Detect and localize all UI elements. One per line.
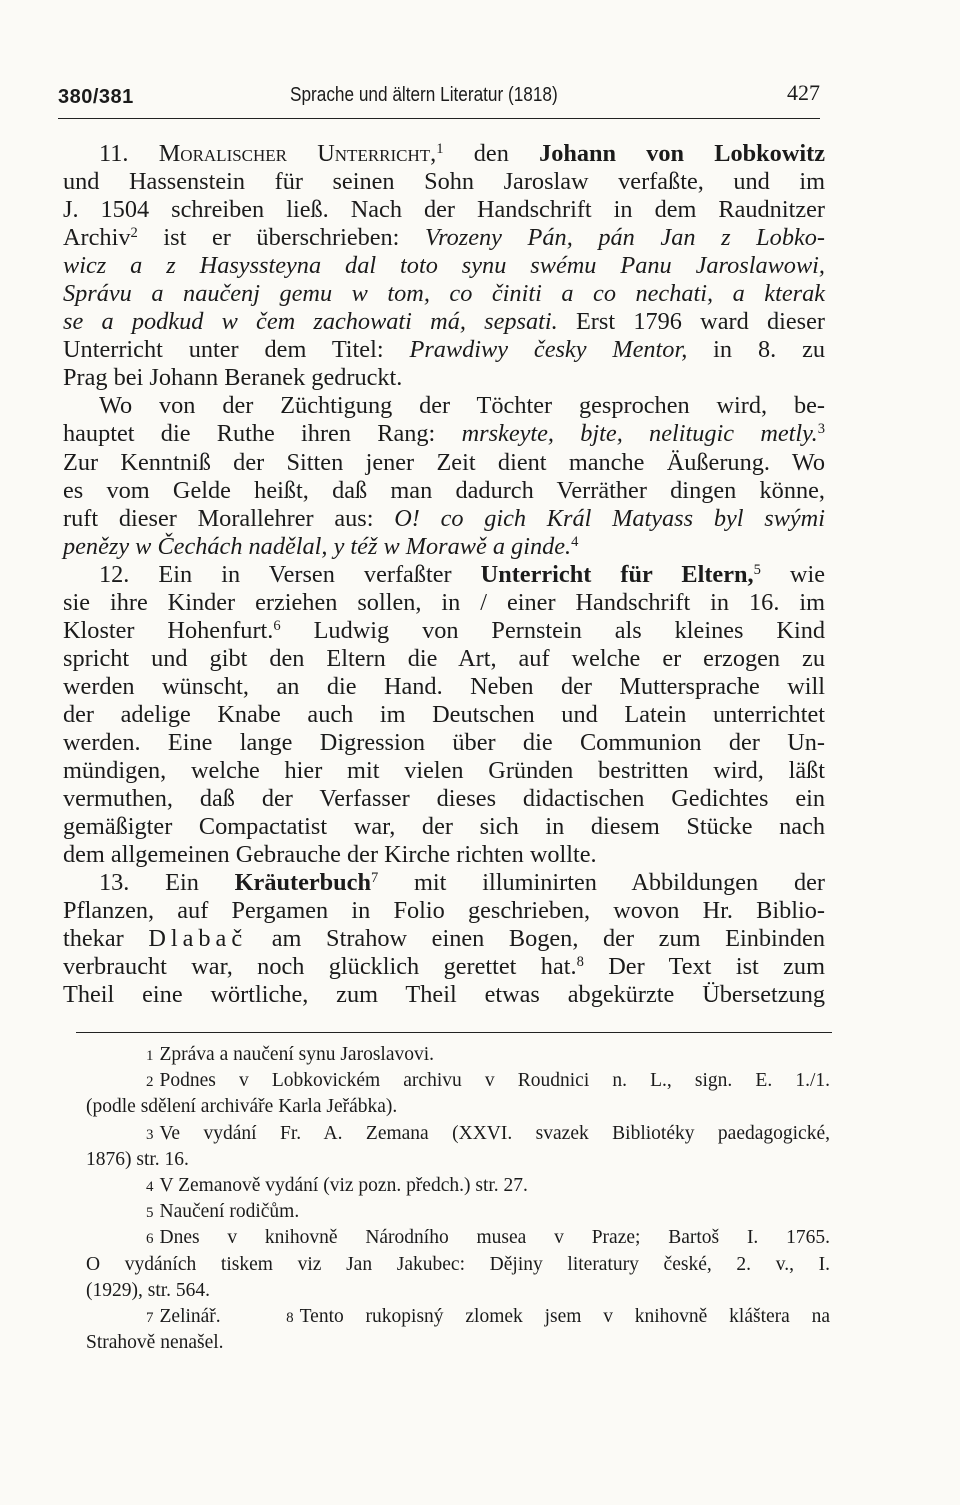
- footnote-ref: 4: [571, 533, 579, 550]
- text-line: mündigen, welche hier mit vielen Gründen bestritten wird, läßt: [63, 757, 825, 785]
- text-line: Theil eine wörtliche, zum Theil etwas abgekürzte Übersetzung: [63, 981, 825, 1009]
- text-line: wicz a z Hasyssteyna dal toto synu swému Panu Jaroslawowi,: [63, 252, 825, 280]
- text-line: penězy w Čechách nadělal, y též w Morawě a ginde.$^4$: [63, 532, 579, 560]
- text-line: thekar Dlabač am Strahow einen Bogen, der zum Einbinden: [63, 925, 825, 953]
- footnote-ref: 6: [273, 617, 281, 634]
- footnote-continuation: (podle sdělení archiváře Karla Jeřábka).: [86, 1096, 398, 1118]
- text-line: Wo von der Züchtigung der Töchter gesprochen wird, be-: [99, 392, 825, 420]
- text-line: ruft dieser Morallehrer aus: O! co gich Král Matyass byl swými: [63, 504, 825, 532]
- page-header: [58, 72, 820, 119]
- text-line: verbraucht war, noch glücklich gerettet hat.$^8$ Der Text ist zum: [63, 953, 825, 981]
- footnote-ref: 8: [576, 954, 584, 971]
- text-line: Archiv$^2$ ist er überschrieben: Vrozeny Pán, pán Jan z Lobko-: [63, 224, 825, 252]
- footnote-ref: 7: [370, 870, 379, 887]
- text-line: 11. Moralischer Unterricht,$^1$ den Johann von Lobkowitz: [99, 140, 825, 167]
- footnote: 4 V Zemanově vydání (viz pozn. předch.) str. 27.: [146, 1174, 528, 1196]
- text-line: 12. Ein in Versen verfaßter Unterricht für Eltern,$^5$ wie: [99, 560, 825, 588]
- footnote: 5 Naučení rodičům.: [146, 1201, 300, 1223]
- text-line: vermuthen, daß der Verfasser dieses didactischen Gedichtes ein: [63, 785, 825, 813]
- text-line: sie ihre Kinder erziehen sollen, in / einer Handschrift in 16. im: [63, 588, 825, 616]
- footnote: 7 Zelinář. 8 Tento rukopisný zlomek jsem v knihovně kláštera na: [146, 1305, 830, 1327]
- footnote-continuation: (1929), str. 564.: [86, 1279, 211, 1301]
- footnote-ref: 1: [436, 140, 444, 157]
- text-line: der adelige Knabe auch im Deutschen und Latein unterrichtet: [63, 700, 825, 728]
- footnote-continuation: 1876) str. 16.: [86, 1148, 189, 1170]
- footnote-ref: 2: [130, 225, 138, 242]
- text-line: werden. Eine lange Digression über die Communion der Un-: [63, 728, 825, 756]
- text-line: Prag bei Johann Beranek gedruckt.: [63, 364, 403, 392]
- text-line: Správu a naučenj gemu w tom, co činiti a co nechati, a kterak: [63, 280, 825, 308]
- page-range: 380/381: [58, 86, 134, 108]
- text-line: dem allgemeinen Gebrauche der Kirche richten wollte.: [63, 841, 597, 869]
- footnote-ref: 3: [817, 421, 825, 438]
- footnote-ref: 5: [753, 561, 761, 578]
- text-line: Kloster Hohenfurt.$^6$ Ludwig von Pernstein als kleines Kind: [63, 616, 825, 644]
- footnote: 1 Zpráva a naučení synu Jaroslavovi.: [146, 1044, 435, 1065]
- text-line: 13. Ein Kräuterbuch$^7$ mit illuminirten Abbildungen der: [99, 869, 825, 897]
- footnote: 3 Ve vydání Fr. A. Zemana (XXVI. svazek Bibliotéky paedagogické,: [146, 1122, 830, 1144]
- text-line: se a podkud w čem zachowati má, sepsati. Erst 1796 ward dieser: [63, 308, 825, 336]
- text-line: hauptet die Ruthe ihren Rang: mrskeyte, bjte, nelitugic metly.$^3$: [63, 420, 825, 448]
- text-line: gemäßigter Compactatist war, der sich in diesem Stücke nach: [63, 813, 825, 841]
- text-line: Unterricht unter dem Titel: Prawdiwy česky Mentor, in 8. zu: [63, 336, 826, 364]
- page-number: 427: [787, 80, 820, 105]
- text-line: spricht und gibt den Eltern die Art, auf welche er erzogen zu: [63, 644, 825, 672]
- footnote-divider: [76, 1032, 832, 1033]
- footnote: 2 Podnes v Lobkovickém archivu v Roudnici n. L., sign. E. 1./1.: [146, 1070, 830, 1092]
- text-line: und Hassenstein für seinen Sohn Jaroslaw verfaßte, und im: [63, 168, 825, 196]
- text-line: werden wünscht, an die Hand. Neben der Muttersprache will: [63, 672, 825, 700]
- text-line: Pflanzen, auf Pergamen in Folio geschrieben, wovon Hr. Biblio-: [63, 897, 825, 925]
- footnote-continuation: Strahově nenašel.: [86, 1332, 224, 1354]
- footnote: 6 Dnes v knihovně Národního musea v Praze; Bartoš I. 1765.: [146, 1227, 830, 1249]
- text-line: es vom Gelde heißt, daß man dadurch Verräther dingen könne,: [63, 476, 825, 504]
- text-line: Zur Kenntniß der Sitten jener Zeit dient manche Äußerung. Wo: [63, 448, 825, 476]
- footnote-continuation: O vydáních tiskem viz Jan Jakubec: Dějiny literatury české, 2. v., I.: [86, 1253, 830, 1275]
- text-line: J. 1504 schreiben ließ. Nach der Handschrift in dem Raudnitzer: [63, 196, 825, 224]
- running-title: Sprache und ältern Literatur (1818): [290, 84, 558, 106]
- footnotes: [86, 1042, 830, 1356]
- main-text: [63, 140, 825, 1009]
